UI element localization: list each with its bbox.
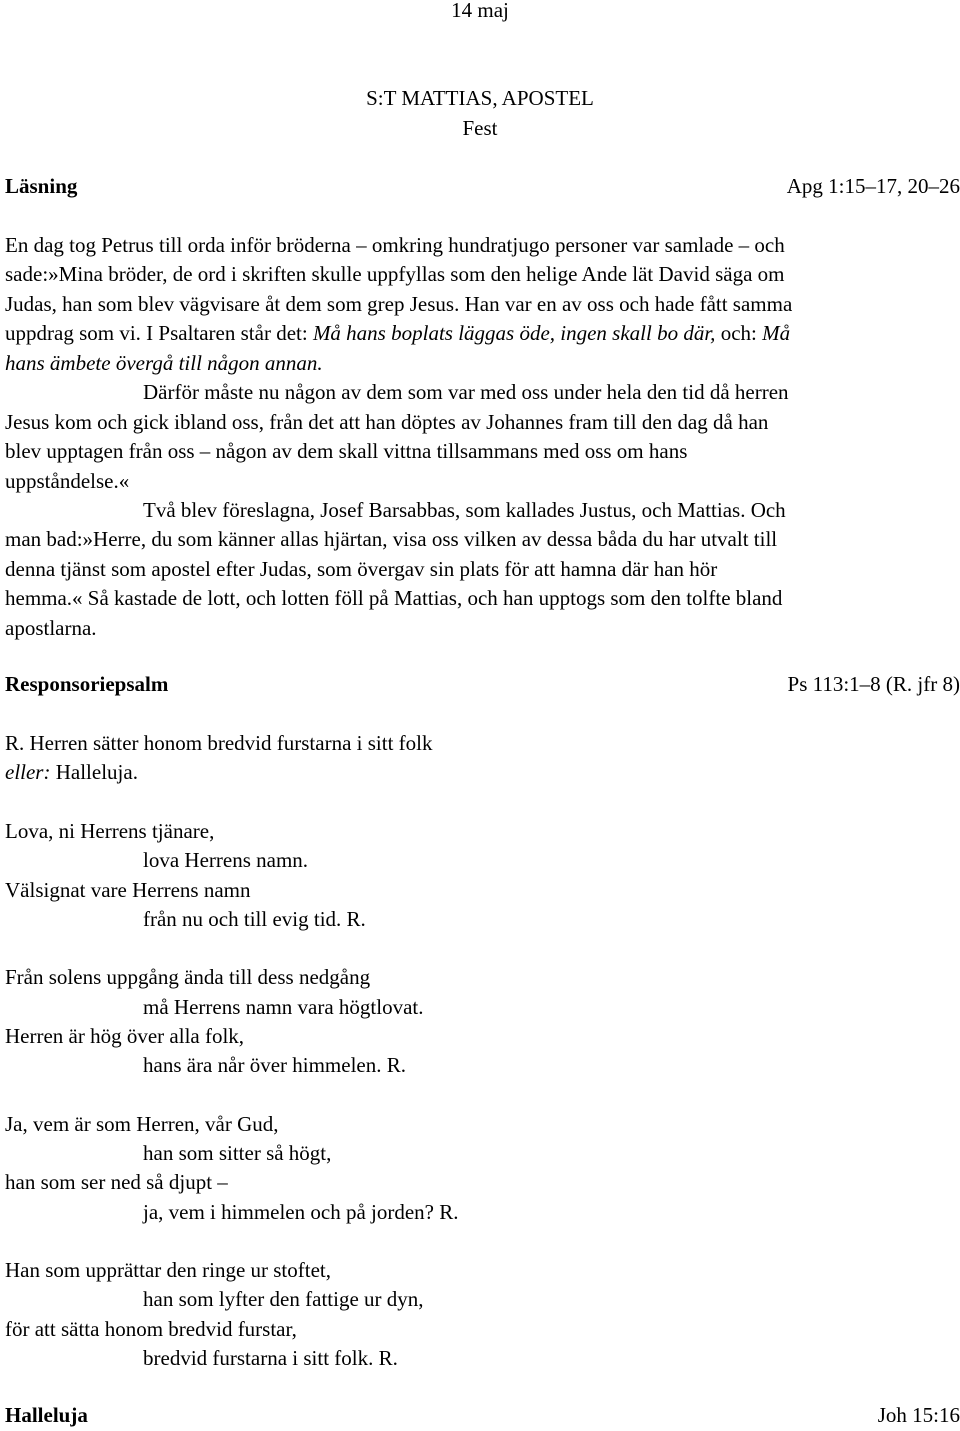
reading-heading: Läsning (5, 174, 78, 198)
psalm-verse-line: må Herrens namn vara högtlovat. (143, 995, 424, 1019)
psalm-reference: Ps 113:1–8 (R. jfr 8) (787, 672, 960, 696)
psalm-verse-line: bredvid furstarna i sitt folk. R. (143, 1346, 398, 1370)
feast-rank: Fest (462, 116, 498, 140)
reading-line: uppståndelse.« (5, 469, 130, 493)
psalm-verse-line: Välsignat vare Herrens namn (5, 878, 251, 902)
alleluia-heading: Halleluja (5, 1403, 88, 1427)
reading-line (5, 319, 790, 349)
date-line: 14 maj (451, 0, 509, 22)
or-text: Halleluja. (50, 760, 138, 784)
psalm-quote: Må (762, 321, 791, 345)
alleluia-reference: Joh 15:16 (877, 1403, 960, 1427)
psalm-verse-line: Herren är hög över alla folk, (5, 1024, 245, 1048)
reading-line: Därför måste nu någon av dem som var med oss under hela den tid då herren (143, 380, 789, 404)
psalm-verse-line: hans ära når över himmelen. R. (143, 1053, 406, 1077)
psalm-verse-line: han som sitter så högt, (143, 1141, 332, 1165)
psalm-verse-line: Lova, ni Herrens tjänare, (5, 819, 215, 843)
reading-line: Judas, han som blev vägvisare åt dem som grep Jesus. Han var en av oss och hade fått samma (5, 292, 793, 316)
reading-line: Jesus kom och gick ibland oss, från det att han döptes av Johannes fram till den dag då han (5, 410, 769, 434)
reading-line: denna tjänst som apostel efter Judas, som övergav sin plats för att hamna där han hör (5, 557, 718, 581)
feast-title: S:T MATTIAS, APOSTEL (366, 86, 594, 110)
psalm-verse-line: Från solens uppgång ända till dess nedgång (5, 965, 371, 989)
reading-line (5, 349, 323, 379)
psalm-verse-line: han som ser ned så djupt – (5, 1170, 228, 1194)
psalm-response: R. Herren sätter honom bredvid furstarna i sitt folk (5, 731, 433, 755)
psalm-verse-line: lova Herrens namn. (143, 848, 309, 872)
psalm-quote: hans ämbete övergå till någon annan. (5, 351, 323, 375)
reading-text: och: (715, 321, 763, 345)
or-label: eller: (5, 760, 51, 784)
psalm-verse-line: han som lyfter den fattige ur dyn, (143, 1287, 424, 1311)
reading-reference: Apg 1:15–17, 20–26 (786, 174, 960, 198)
psalm-heading: Responsoriepsalm (5, 672, 169, 696)
reading-line: En dag tog Petrus till orda inför bröderna – omkring hundratjugo personer var samlade – och (5, 233, 785, 257)
psalm-quote: Må hans boplats läggas öde, ingen skall bo där, (312, 321, 716, 345)
reading-line: apostlarna. (5, 616, 97, 640)
reading-line: blev upptagen från oss – någon av dem skall vittna tillsammans med oss om hans (5, 439, 688, 463)
psalm-verse-line: Ja, vem är som Herren, vår Gud, (5, 1112, 279, 1136)
psalm-response-alt (5, 758, 138, 788)
psalm-verse-line: för att sätta honom bredvid furstar, (5, 1317, 297, 1341)
reading-text: uppdrag som vi. I Psaltaren står det: (5, 321, 313, 345)
psalm-verse-line: Han som upprättar den ringe ur stoftet, (5, 1258, 331, 1282)
psalm-verse-line: ja, vem i himmelen och på jorden? R. (143, 1200, 459, 1224)
reading-line: Två blev föreslagna, Josef Barsabbas, som kallades Justus, och Mattias. Och (143, 498, 786, 522)
reading-line: man bad:»Herre, du som känner allas hjärtan, visa oss vilken av dessa båda du har utvalt till (5, 527, 778, 551)
psalm-verse-line: från nu och till evig tid. R. (143, 907, 366, 931)
reading-line: hemma.« Så kastade de lott, och lotten föll på Mattias, och han upptogs som den tolfte bland (5, 586, 783, 610)
reading-line: sade:»Mina bröder, de ord i skriften skulle uppfyllas som den helige Ande lät David säga om (5, 262, 785, 286)
